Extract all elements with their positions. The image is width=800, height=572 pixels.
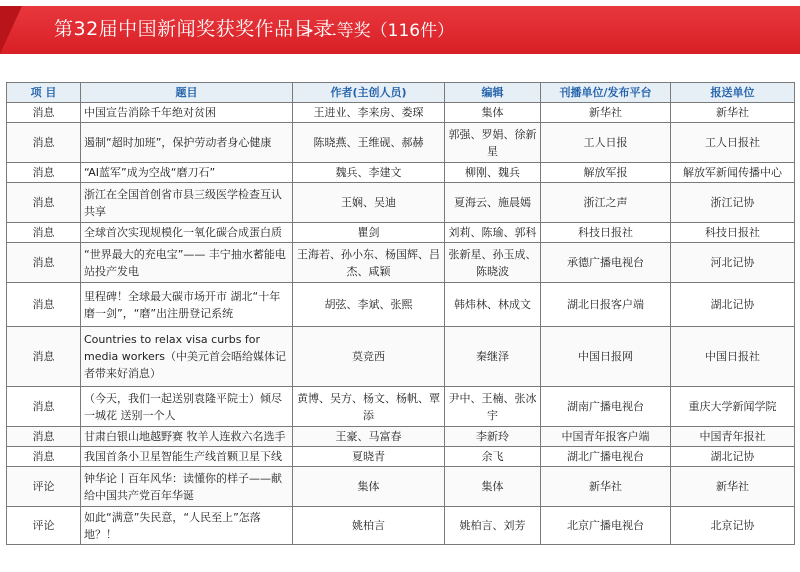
cell-editor: 姚柏言、刘芳 [445, 507, 541, 545]
cell-submitter: 工人日报社 [671, 123, 795, 163]
cell-type: 消息 [7, 447, 81, 467]
cell-title: “AI蓝军”成为空战“磨刀石” [81, 163, 293, 183]
cell-title: 中国宣告消除千年绝对贫困 [81, 103, 293, 123]
cell-publisher: 工人日报 [541, 123, 671, 163]
table-row [7, 163, 795, 183]
cell-author: 黄博、吴方、杨文、杨帆、覃添 [293, 387, 445, 427]
cell-publisher: 浙江之声 [541, 183, 671, 223]
table-row [7, 507, 795, 545]
column-header-submitter: 报送单位 [671, 83, 795, 103]
cell-author: 夏晓青 [293, 447, 445, 467]
cell-type: 消息 [7, 243, 81, 283]
table-row [7, 283, 795, 327]
column-header-editor: 编辑 [445, 83, 541, 103]
cell-editor: 余飞 [445, 447, 541, 467]
cell-type: 消息 [7, 283, 81, 327]
cell-type: 消息 [7, 163, 81, 183]
table-row [7, 327, 795, 387]
cell-author: 魏兵、李建文 [293, 163, 445, 183]
table-row [7, 447, 795, 467]
cell-author: 莫竞西 [293, 327, 445, 387]
table-row [7, 467, 795, 507]
cell-author: 姚柏言 [293, 507, 445, 545]
cell-type: 消息 [7, 327, 81, 387]
cell-title: 我国首条小卫星智能生产线首颗卫星下线 [81, 447, 293, 467]
page-title: 第32届中国新闻奖获奖作品目录 [54, 18, 333, 40]
cell-publisher: 科技日报社 [541, 223, 671, 243]
table-row [7, 427, 795, 447]
cell-title: 里程碑！全球最大碳市场开市 湖北“十年磨一剑”，“磨”出注册登记系统 [81, 283, 293, 327]
table-row [7, 103, 795, 123]
cell-author: 陈晓燕、王维砚、郝赫 [293, 123, 445, 163]
cell-title: 遏制“超时加班”，保护劳动者身心健康 [81, 123, 293, 163]
cell-publisher: 北京广播电视台 [541, 507, 671, 545]
cell-submitter: 河北记协 [671, 243, 795, 283]
cell-editor: 刘莉、陈瑜、郭科 [445, 223, 541, 243]
table-row [7, 223, 795, 243]
cell-author: 胡弦、李斌、张熙 [293, 283, 445, 327]
cell-publisher: 解放军报 [541, 163, 671, 183]
header-banner [0, 0, 800, 60]
table-header-row [7, 83, 795, 103]
cell-editor: 夏海云、施晨嫣 [445, 183, 541, 223]
table-row [7, 243, 795, 283]
cell-editor: 柳刚、魏兵 [445, 163, 541, 183]
cell-author: 集体 [293, 467, 445, 507]
cell-submitter: 科技日报社 [671, 223, 795, 243]
cell-author: 瞿剑 [293, 223, 445, 243]
table-row [7, 183, 795, 223]
cell-type: 消息 [7, 123, 81, 163]
cell-type: 消息 [7, 223, 81, 243]
cell-publisher: 中国青年报客户端 [541, 427, 671, 447]
cell-publisher: 中国日报网 [541, 327, 671, 387]
cell-author: 王豪、马富春 [293, 427, 445, 447]
cell-submitter: 新华社 [671, 103, 795, 123]
cell-publisher: 湖北广播电视台 [541, 447, 671, 467]
cell-editor: 尹中、王楠、张冰宇 [445, 387, 541, 427]
cell-submitter: 湖北记协 [671, 283, 795, 327]
cell-submitter: 中国青年报社 [671, 427, 795, 447]
cell-type: 消息 [7, 427, 81, 447]
cell-publisher: 湖南广播电视台 [541, 387, 671, 427]
table-row [7, 123, 795, 163]
cell-editor: 集体 [445, 467, 541, 507]
cell-submitter: 湖北记协 [671, 447, 795, 467]
column-header-type: 项 目 [7, 83, 81, 103]
award-table [6, 82, 795, 545]
page-subtitle: > 二等奖（116件） [300, 21, 455, 41]
cell-title: 甘肃白银山地越野赛 牧羊人连救六名选手 [81, 427, 293, 447]
cell-type: 评论 [7, 507, 81, 545]
cell-editor: 张新星、孙玉成、陈晓波 [445, 243, 541, 283]
cell-type: 消息 [7, 387, 81, 427]
cell-type: 消息 [7, 103, 81, 123]
column-header-title: 题目 [81, 83, 293, 103]
cell-title: 钟华论丨百年风华：读懂你的样子——献给中国共产党百年华诞 [81, 467, 293, 507]
cell-editor: 韩炜林、林成文 [445, 283, 541, 327]
cell-type: 评论 [7, 467, 81, 507]
cell-title: （今天，我们一起送别袁隆平院士）倾尽一城花 送别一个人 [81, 387, 293, 427]
column-header-publisher: 刊播单位/发布平台 [541, 83, 671, 103]
cell-type: 消息 [7, 183, 81, 223]
cell-submitter: 新华社 [671, 467, 795, 507]
cell-title: Countries to relax visa curbs for media workers（中美元首会晤给媒体记者带来好消息） [81, 327, 293, 387]
cell-title: 全球首次实现规模化一氧化碳合成蛋白质 [81, 223, 293, 243]
banner-notch [0, 6, 22, 54]
cell-editor: 集体 [445, 103, 541, 123]
cell-submitter: 解放军新闻传播中心 [671, 163, 795, 183]
cell-publisher: 新华社 [541, 103, 671, 123]
cell-editor: 郭强、罗娟、徐新星 [445, 123, 541, 163]
column-header-author: 作者(主创人员) [293, 83, 445, 103]
cell-publisher: 湖北日报客户端 [541, 283, 671, 327]
cell-submitter: 中国日报社 [671, 327, 795, 387]
cell-submitter: 重庆大学新闻学院 [671, 387, 795, 427]
cell-author: 王娴、吴迪 [293, 183, 445, 223]
award-table-container [6, 82, 794, 545]
cell-editor: 秦继泽 [445, 327, 541, 387]
cell-title: 浙江在全国首创省市县三级医学检查互认共享 [81, 183, 293, 223]
table-row [7, 387, 795, 427]
cell-title: 如此“满意”失民意，“人民至上”怎落地？！ [81, 507, 293, 545]
cell-author: 王海若、孙小东、杨国辉、吕杰、咸颖 [293, 243, 445, 283]
cell-submitter: 北京记协 [671, 507, 795, 545]
cell-publisher: 承德广播电视台 [541, 243, 671, 283]
cell-submitter: 浙江记协 [671, 183, 795, 223]
cell-editor: 李新玲 [445, 427, 541, 447]
cell-author: 王进业、李来房、娄琛 [293, 103, 445, 123]
cell-title: “世界最大的充电宝”—— 丰宁抽水蓄能电站投产发电 [81, 243, 293, 283]
cell-publisher: 新华社 [541, 467, 671, 507]
